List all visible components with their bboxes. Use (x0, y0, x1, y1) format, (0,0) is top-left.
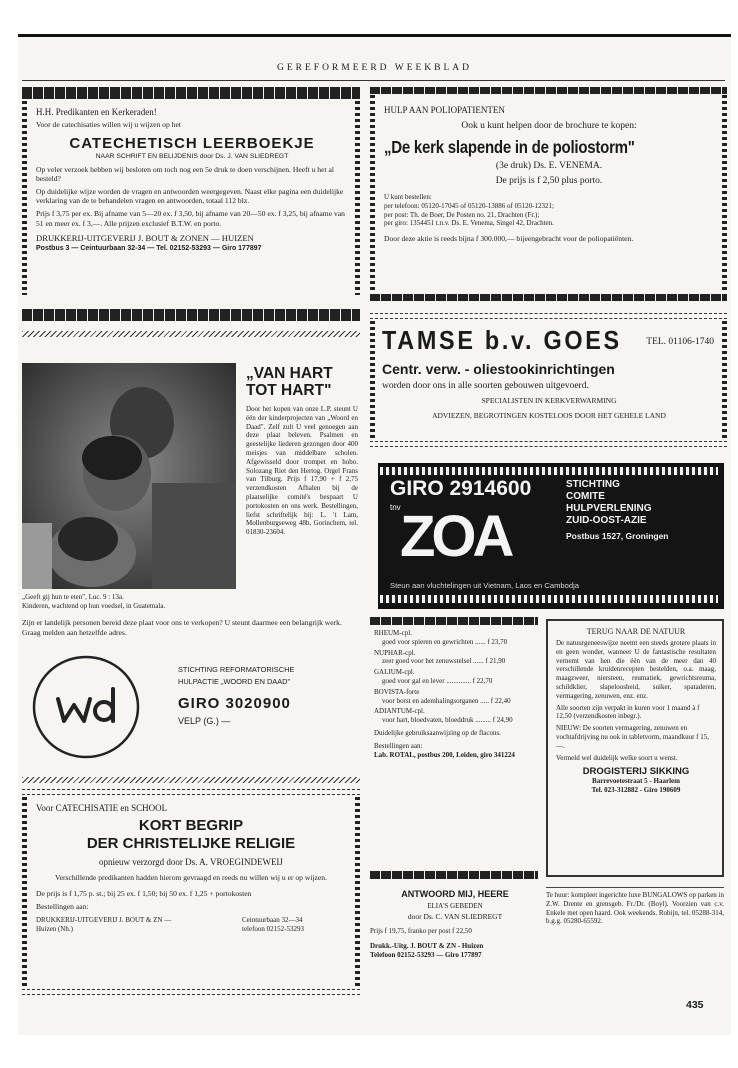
line-3: ADVIEZEN, BEGROTINGEN KOSTELOOS DOOR HET GEHELE LAND (432, 411, 666, 420)
publisher-line-1: DRUKKERIJ-UITGEVERIJ J. BOUT & ZN — (36, 915, 172, 924)
telephone: Telefoon 02152-53293 — Giro 177897 (370, 950, 482, 959)
product-name: ADIANTUM-cpl. (374, 707, 425, 716)
product-desc: goed voor gal en lever .............. f 22,70 (382, 676, 493, 685)
ornament-border-bottom (370, 871, 538, 879)
ornament-border-top (370, 617, 538, 625)
product-desc: zeer goed voor het zenuwstelsel ...... f 21,90 (382, 657, 506, 666)
ad-antwoord (370, 887, 540, 997)
ornament-border-bottom (380, 595, 718, 603)
photo-caption-2: Kinderen, wachtend op hun voedsel, in Guatemala. (22, 602, 166, 610)
ornament-border-left (22, 797, 27, 989)
ornament-border-bottom (22, 989, 360, 995)
shop-address: Barrevoetestraat 5 - Haarlem (592, 777, 680, 786)
edition: (3e druk) Ds. E. VENEMA. (495, 161, 603, 171)
title-line-2: DER CHRISTELIJKE RELIGIE (86, 835, 296, 852)
order-label: Bestellingen aan: (36, 902, 89, 912)
page-header: GEREFORMEERD WEEKBLAD (276, 63, 473, 73)
product-1 (374, 629, 534, 647)
author: door Ds. C. VAN SLIEDREGT (407, 912, 503, 921)
paragraph: Vermeld wel duidelijk welke soort u wenst. (556, 753, 678, 762)
footer-text: Steun aan vluchtelingen uit Vietnam, Laos en Cambodja (390, 581, 579, 590)
title: HULP AAN POLIOPATIENTEN (384, 105, 505, 115)
postbus: Postbus 1527, Groningen (566, 531, 669, 541)
org-line-1: STICHTING (566, 479, 620, 490)
product-5 (374, 707, 534, 725)
order-post: per post: Th. de Boer, De Posten no. 21, Drachten (Fr.); (384, 210, 540, 219)
paragraph: NIEUW: De soorten vermagering, zenuwen en vochtafdrijving nu ook in tabletvorm, maandkuur f 15,—. (556, 724, 709, 750)
line-2: SPECIALISTEN IN KERKVERWARMING (481, 396, 617, 405)
paragraph: Op veler verzoek hebben wij besloten om toch nog een 5e druk te doen verschijnen. Heeft u het al besteld? (36, 164, 334, 184)
line-1: Ook u kunt helpen door de brochure te kopen: (461, 121, 637, 131)
address: Postbus 3 — Ceintuurbaan 32-34 — Tel. 02152-53293 — Giro 177897 (36, 245, 262, 253)
ornament-border-right (355, 797, 360, 989)
bungalow-text: Te huur: kompleet ingerichte luxe BUNGALOWS op parken in Z.W. Drente en grensgeb. Fr./Dr. (Boyl). Voorzien van c.v. Enkele met open haard. Ook weekends. Robijn, tel. 05288-314, b.g.g. 05280-65592. (546, 891, 724, 926)
zoa-logo: ZOA (400, 504, 511, 569)
greeting: H.H. Predikanten en Kerkeraden! (36, 107, 157, 117)
separator-wave (22, 777, 360, 783)
photo-caption-1: „Geeft gij hun te eten", Luc. 9 : 13a. (22, 593, 124, 601)
book-title: CATECHETISCH LEERBOEKJE (69, 134, 315, 152)
price: De prijs is f 2,50 plus porto. (495, 176, 603, 186)
product-3 (374, 668, 534, 686)
note: Duidelijke gebruiksaanwijzing op de flacons. (374, 728, 501, 737)
telephone: TEL. 01106-1740 (646, 337, 714, 347)
product-4 (374, 688, 534, 706)
title-line-1: KORT BEGRIP (138, 817, 244, 834)
ornament-border-left (22, 101, 27, 295)
book-title: ANTWOORD MIJ, HEERE (401, 889, 509, 899)
woord-en-daad-logo (30, 653, 142, 761)
product-name: RHEUM-cpl. (374, 629, 412, 637)
ornament-border-bottom (22, 309, 360, 321)
photo-children-guatemala (22, 363, 236, 589)
header-rule (22, 80, 725, 81)
price: Prijs f 19,75, franko per post f 22,50 (370, 927, 472, 935)
company-name: TAMSE b.v. GOES (382, 325, 622, 355)
publisher-line-2: Huizen (Nh.) (36, 924, 73, 933)
magazine-page (18, 34, 731, 1035)
org-line-4: ZUID-OOST-AZIE (566, 515, 647, 526)
org-line-3: HULPVERLENING (566, 503, 652, 514)
book-subtitle: NAAR SCHRIFT EN BELIJDENIS door Ds. J. VAN SLIEDREGT (95, 152, 289, 160)
ad-polio (370, 87, 727, 301)
product-desc: voor borst en ademhalingsorganen ..... f 22,40 (382, 696, 511, 705)
body-text: Door het kopen van onze L.P. steunt U één der kinderprojecten van „Woord en Daad". Zelf zult U veel genoegen aan deze plaat beleven. Psalmen en geestelijke liederen gezongen door 400 meisjes van middelbare scholen. Afgewisseld door trompet en hobo. Solozang Riet den Hertog. Orgel Frans van Tilburg. Prijs f 17,90 + f 2,75 verzendkosten Afhalen bij de plaatselijke comité's bespaart U portokosten en ons werk. Bestellingen, liefst schriftelijk bij: L. 't Lam, Mollenburgseweg 48b, Gorinchem, tel. 01830-23604. (246, 405, 358, 537)
title: TERUG NAAR DE NATUUR (586, 627, 686, 636)
intro: Voor CATECHISATIE en SCHOOL (36, 803, 168, 813)
page-number: 435 (686, 999, 704, 1011)
org-line-1: STICHTING REFORMATORISCHE (178, 665, 295, 674)
ad-woord-en-daad (22, 649, 360, 767)
ornament-border-top (370, 313, 727, 319)
ornament-border-left (370, 95, 375, 293)
price-text: Prijs f 3,75 per ex. Bij afname van 5—20 ex. f 3,50, bij afname van 20—50 ex. f 3,25, bij afname van 51 en meer ex. f 3,—. Alle prijzen exclusief B.T.W. en porto. (36, 208, 345, 228)
address-line-2: telefoon 02152-53293 (242, 924, 305, 933)
ornament-border-right (722, 321, 727, 441)
lab-address: Lab. ROTAL, postbus 200, Leiden, giro 341224 (374, 750, 515, 759)
ad-bungalows (546, 887, 724, 968)
intro: Voor de catechisaties willen wij u wijzen op het (36, 120, 181, 129)
ad-zoa (378, 463, 724, 609)
order-giro: per giro: 1354451 t.n.v. Ds. E. Venema, Singel 42, Drachten. (384, 219, 554, 228)
publisher: DRUKKERIJ-UITGEVERIJ J. BOUT & ZONEN — HUIZEN (36, 233, 254, 244)
ad-kort-begrip (22, 789, 360, 997)
book-title: „De kerk slapende in de poliostorm" (384, 137, 635, 157)
product-2 (374, 649, 534, 667)
product-name: BOVISTA-forte (374, 687, 420, 696)
order-label: U kunt bestellen: (384, 193, 432, 201)
ad-tamse (370, 313, 727, 449)
total-raised: Door deze aktie is reeds bijna f 300.000,— bijeengebracht voor de poliopatiënten. (384, 234, 634, 244)
product-desc: goed voor spieren en gewrichten ...... f 23,70 (382, 637, 508, 646)
ornament-border-top (380, 467, 718, 475)
ornament-border-right (722, 95, 727, 293)
giro-number: GIRO 3020900 (178, 695, 291, 712)
shop-telephone: Tel. 023-312882 - Giro 190609 (591, 786, 681, 795)
price-text: De prijs is f 1,75 p. st.; bij 25 ex. f 1,50; bij 50 ex. f 1,25 + portokosten (36, 888, 252, 898)
ornament-border-right (355, 101, 360, 295)
product-desc: voor hart, bloedvaten, bloeddruk ......... f 24,90 (382, 716, 513, 725)
title-line-2: TOT HART" (246, 382, 332, 399)
org-line-2: HULPACTIE „WOORD EN DAAD" (178, 677, 291, 686)
appeal-text: Zijn er landelijk personen bereid deze plaat voor ons te verkopen? U steunt daarmee een belangrijk werk. Graag melden aan hetzelfde adres. (22, 618, 342, 637)
ornament-border-top (22, 789, 360, 795)
ad-van-hart (22, 341, 360, 641)
paragraph: De natuurgeneeswijze neemt een steeds grotere plaats in en geen wonder, wanneer U de fantastische resultaten vernemt van hen die één van de meer dan 40 verschillende kruidenrecepten bestelden, o.a. maag, maagzweer, niersteen, reumatiek, gewrichtsreuma, schildklier, slapeloosheid, suiker, spataderen, vermagering, zenuwen, enz. enz. (556, 639, 716, 700)
shop-name: DROGISTERIJ SIKKING (582, 766, 690, 778)
paragraph: Verschillende predikanten hadden hierom gevraagd en reeds nu willen wij u er op wijzen. (54, 873, 327, 882)
tagline: Centr. verw. - oliestookinrichtingen (382, 361, 615, 377)
title-line-1: „VAN HART (246, 365, 333, 382)
ad-natuur (546, 619, 724, 877)
ad-catechetisch (22, 87, 360, 323)
line-1: worden door ons in alle soorten gebouwen uitgevoerd. (382, 381, 589, 391)
tnv: tnv (390, 503, 401, 512)
product-name: NUPHAR-cpl. (374, 648, 416, 657)
order-label: Bestellingen aan: (374, 741, 423, 750)
address-line-1: Ceintuurbaan 32—34 (242, 915, 303, 924)
paragraph: Alle soorten zijn verpakt in kuren voor 1 maand à f 12,50 (verzendkosten inbegr.). (556, 703, 700, 721)
order-phone: per telefoon: 05120-17045 of 05120-13886 of 05120-12321; (384, 201, 554, 210)
ad-rheum (370, 617, 538, 879)
publisher: Drukk.-Uitg. J. BOUT & ZN - Huizen (370, 941, 484, 950)
ornament-border-top (22, 87, 360, 99)
ornament-border-bottom (370, 441, 727, 447)
ornament-border-top (370, 87, 727, 94)
ornament-border-left (370, 321, 375, 441)
byline: opnieuw verzorgd door Ds. A. VROEGINDEWEIJ (99, 857, 283, 867)
separator-wave (22, 331, 360, 337)
org-line-2: COMITE (566, 491, 605, 502)
place: VELP (G.) — (178, 716, 231, 726)
ornament-border-bottom (370, 294, 727, 301)
book-subtitle: ELIA'S GEBEDEN (427, 902, 483, 910)
product-name: GALIUM-cpl. (374, 668, 415, 677)
giro-number: GIRO 2914600 (390, 477, 532, 500)
paragraph: Op duidelijke wijze worden de vragen en antwoorden weergegeven. Naast elke pagina een duidelijke verklaring van de te behandelen vragen en antwoorden, totaal 112 blz. (36, 186, 344, 206)
